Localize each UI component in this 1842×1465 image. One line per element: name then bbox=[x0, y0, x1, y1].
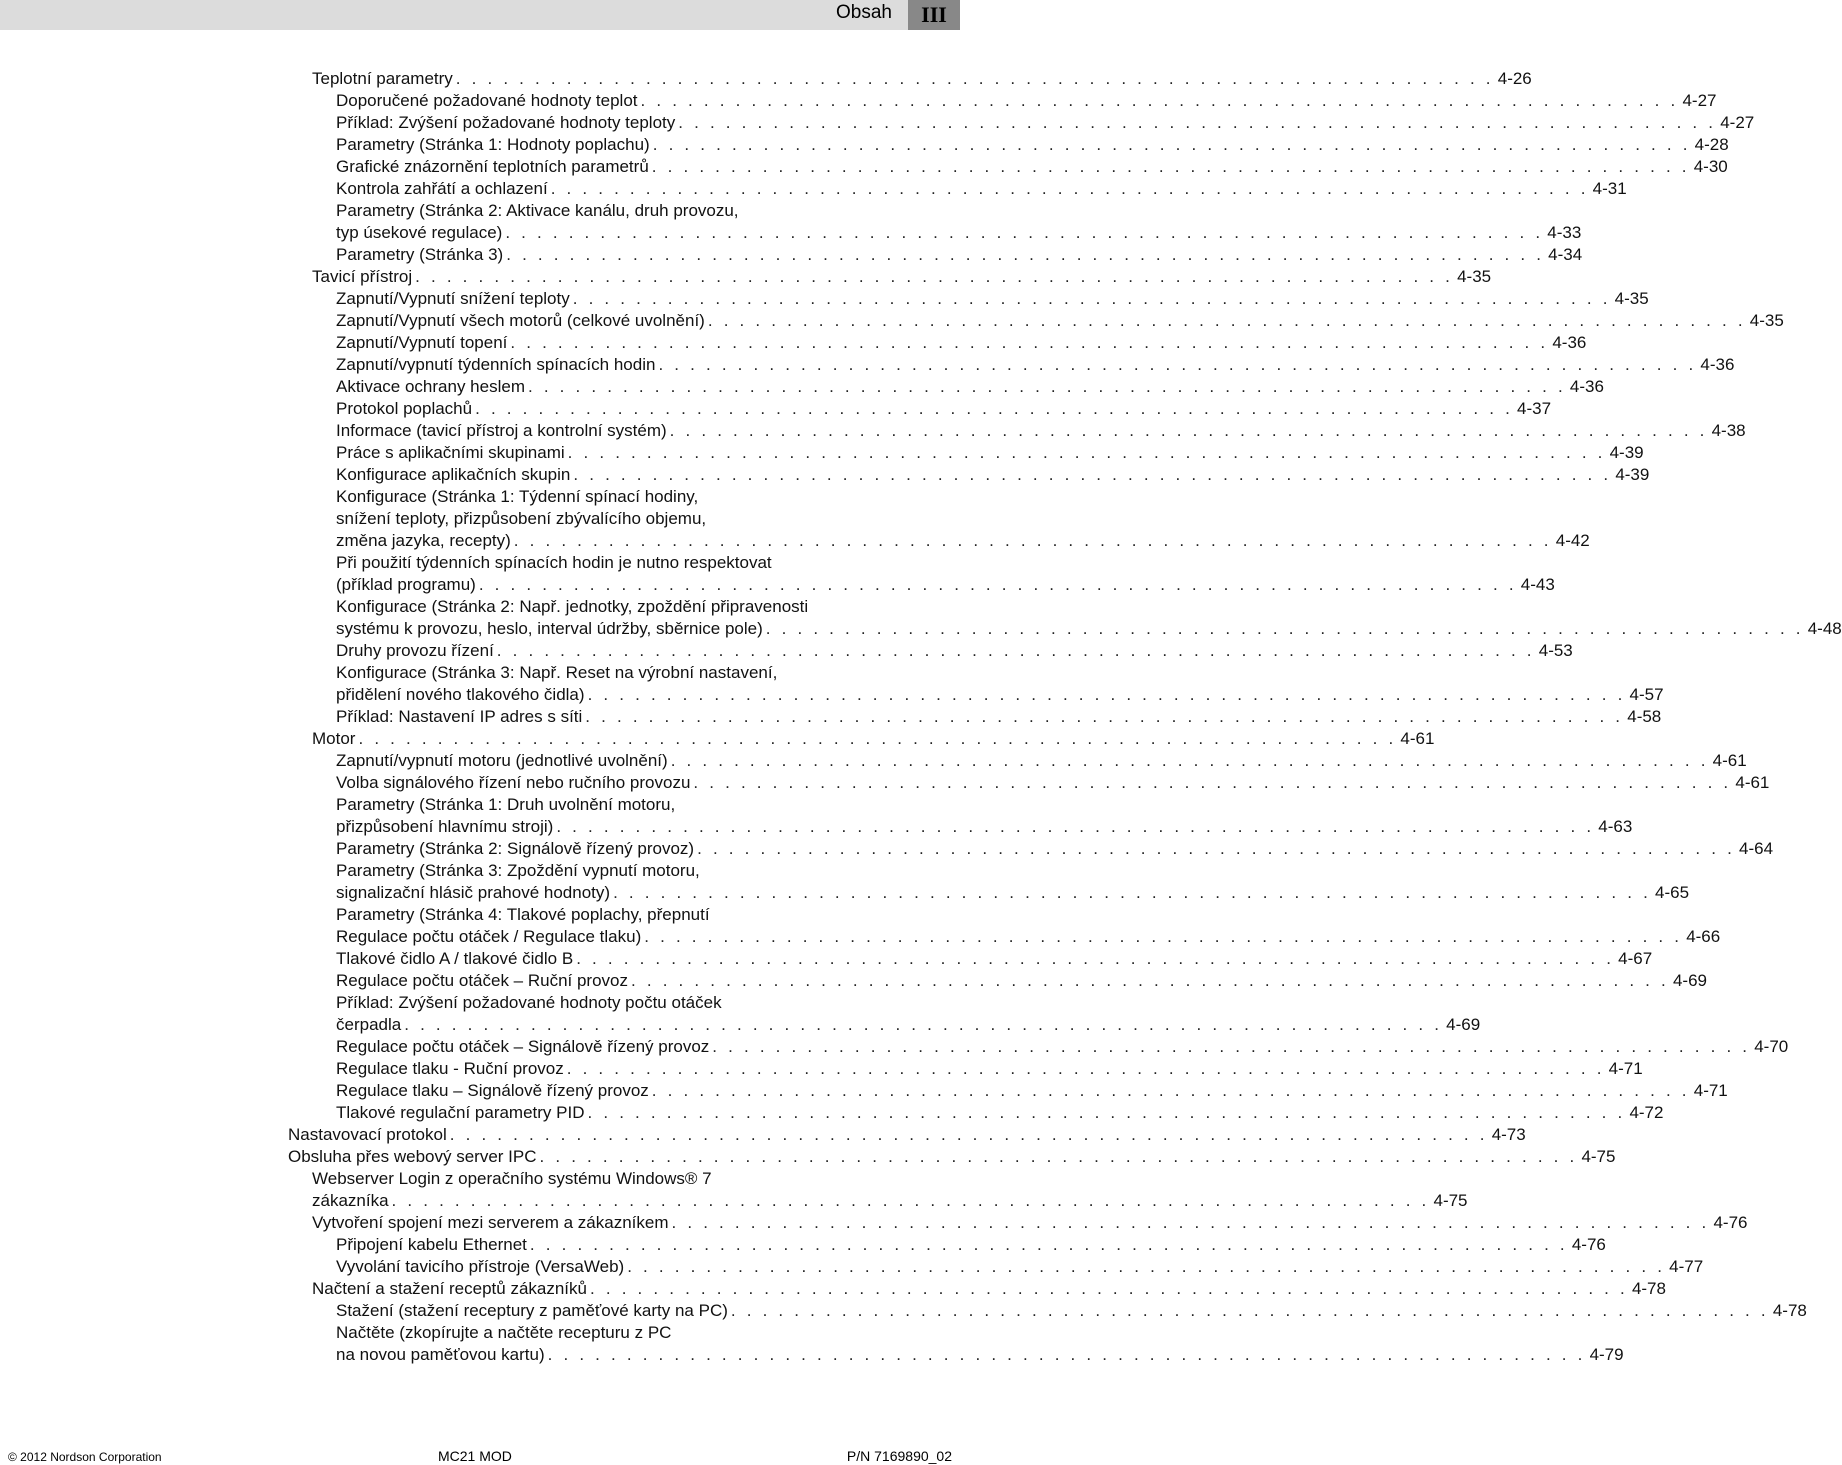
toc-leader-dots: . . . . . . . . . . . . . . . . . . . . . . . . . . . . . . . . . . . . . . . . . . . . . . . . . . . . . . . . . . . . . . . . . . bbox=[505, 223, 1544, 242]
toc-entry[interactable] bbox=[336, 420, 1746, 442]
toc-leader-dots: . . . . . . . . . . . . . . . . . . . . . . . . . . . . . . . . . . . . . . . . . . . . . . . . . . . . . . . . . . . . . . . . . . bbox=[697, 839, 1736, 858]
toc-leader-dots: . . . . . . . . . . . . . . . . . . . . . . . . . . . . . . . . . . . . . . . . . . . . . . . . . . . . . . . . . . . . . . . . . . bbox=[644, 927, 1683, 946]
toc-leader-dots: . . . . . . . . . . . . . . . . . . . . . . . . . . . . . . . . . . . . . . . . . . . . . . . . . . . . . . . . . . . . . . . . . . bbox=[572, 289, 1611, 308]
toc-entry[interactable] bbox=[336, 860, 1690, 904]
toc-page-number: 4-58 bbox=[1627, 707, 1662, 726]
toc-page-number: 4-34 bbox=[1548, 245, 1583, 264]
toc-page-number: 4-35 bbox=[1614, 289, 1649, 308]
toc-entry-title-line: systému k provozu, heslo, interval údržby, sběrnice pole) bbox=[336, 619, 763, 638]
toc-page-number: 4-53 bbox=[1538, 641, 1573, 660]
toc-page-number: 4-30 bbox=[1693, 157, 1728, 176]
toc-entry[interactable] bbox=[336, 156, 1728, 178]
toc-entry-title-line: Parametry (Stránka 2: Aktivace kanálu, druh provozu, bbox=[336, 201, 739, 220]
toc-page-number: 4-36 bbox=[1569, 377, 1604, 396]
toc-entry-title-line: Konfigurace (Stránka 1: Týdenní spínací hodiny, bbox=[336, 487, 699, 506]
toc-page-number: 4-26 bbox=[1497, 69, 1532, 88]
toc-entry[interactable] bbox=[336, 970, 1707, 992]
toc-entry-title-line: Grafické znázornění teplotních parametrů bbox=[336, 157, 649, 176]
toc-leader-dots: . . . . . . . . . . . . . . . . . . . . . . . . . . . . . . . . . . . . . . . . . . . . . . . . . . . . . . . . . . . . . . . . . . bbox=[510, 333, 1549, 352]
toc-entry-title-line: Regulace počtu otáček / Regulace tlaku) bbox=[336, 927, 642, 946]
toc-leader-dots: . . . . . . . . . . . . . . . . . . . . . . . . . . . . . . . . . . . . . . . . . . . . . . . . . . . . . . . . . . . . . . . . . . bbox=[513, 531, 1552, 550]
toc-page-number: 4-37 bbox=[1517, 399, 1552, 418]
toc-page-number: 4-48 bbox=[1807, 619, 1842, 638]
toc-leader-dots: . . . . . . . . . . . . . . . . . . . . . . . . . . . . . . . . . . . . . . . . . . . . . . . . . . . . . . . . . . . . . . . . . . bbox=[547, 1345, 1586, 1364]
toc-entry-title-line: Konfigurace (Stránka 3: Např. Reset na výrobní nastavení, bbox=[336, 663, 778, 682]
toc-entry[interactable] bbox=[336, 1234, 1606, 1256]
toc-entry-title-line: (příklad programu) bbox=[336, 575, 476, 594]
toc-leader-dots: . . . . . . . . . . . . . . . . . . . . . . . . . . . . . . . . . . . . . . . . . . . . . . . . . . . . . . . . . . . . . . . . . . bbox=[539, 1147, 1578, 1166]
toc-entry-title-line: Kontrola zahřátí a ochlazení bbox=[336, 179, 548, 198]
section-number: III bbox=[908, 0, 960, 30]
toc-entry-title-line: přizpůsobení hlavnímu stroji) bbox=[336, 817, 554, 836]
header-title: Obsah bbox=[836, 2, 892, 23]
toc-leader-dots: . . . . . . . . . . . . . . . . . . . . . . . . . . . . . . . . . . . . . . . . . . . . . . . . . . . . . . . . . . . . . . . . . . bbox=[585, 707, 1624, 726]
toc-page-number: 4-42 bbox=[1555, 531, 1590, 550]
toc-entry[interactable] bbox=[312, 68, 1532, 90]
toc-entry[interactable] bbox=[336, 596, 1842, 640]
toc-leader-dots: . . . . . . . . . . . . . . . . . . . . . . . . . . . . . . . . . . . . . . . . . . . . . . . . . . . . . . . . . . . . . . . . . . bbox=[651, 1081, 1690, 1100]
toc-entry-title-line: Tlakové regulační parametry PID bbox=[336, 1103, 585, 1122]
toc-leader-dots: . . . . . . . . . . . . . . . . . . . . . . . . . . . . . . . . . . . . . . . . . . . . . . . . . . . . . . . . . . . . . . . . . . bbox=[587, 1103, 1626, 1122]
toc-entry-title-line: Motor bbox=[312, 729, 356, 748]
toc-entry[interactable] bbox=[336, 288, 1649, 310]
toc-leader-dots: . . . . . . . . . . . . . . . . . . . . . . . . . . . . . . . . . . . . . . . . . . . . . . . . . . . . . . . . . . . . . . . . . . bbox=[550, 179, 1589, 198]
toc-page-number: 4-77 bbox=[1669, 1257, 1704, 1276]
toc-entry[interactable] bbox=[336, 662, 1664, 706]
toc-entry[interactable] bbox=[312, 728, 1435, 750]
toc-entry-title-line: Tlakové čidlo A / tlakové čidlo B bbox=[336, 949, 574, 968]
toc-entry[interactable] bbox=[336, 1058, 1643, 1080]
footer-copyright: © 2012 Nordson Corporation bbox=[8, 1450, 162, 1464]
toc-leader-dots: . . . . . . . . . . . . . . . . . . . . . . . . . . . . . . . . . . . . . . . . . . . . . . . . . . . . . . . . . . . . . . . . . . bbox=[671, 1213, 1710, 1232]
toc-leader-dots: . . . . . . . . . . . . . . . . . . . . . . . . . . . . . . . . . . . . . . . . . . . . . . . . . . . . . . . . . . . . . . . . . . bbox=[587, 685, 1626, 704]
toc-entry[interactable] bbox=[336, 486, 1590, 552]
toc-entry-title-line: Regulace tlaku – Signálově řízený provoz bbox=[336, 1081, 649, 1100]
footer-part-number: P/N 7169890_02 bbox=[846, 1448, 952, 1464]
toc-entry[interactable] bbox=[336, 244, 1583, 266]
toc-entry-title-line: Zapnutí/Vypnutí topení bbox=[336, 333, 508, 352]
toc-leader-dots: . . . . . . . . . . . . . . . . . . . . . . . . . . . . . . . . . . . . . . . . . . . . . . . . . . . . . . . . . . . . . . . . . . bbox=[391, 1191, 1430, 1210]
toc-entry-title-line: Připojení kabelu Ethernet bbox=[336, 1235, 527, 1254]
toc-entry-title-line: Vyvolání tavicího přístroje (VersaWeb) bbox=[336, 1257, 625, 1276]
toc-leader-dots: . . . . . . . . . . . . . . . . . . . . . . . . . . . . . . . . . . . . . . . . . . . . . . . . . . . . . . . . . . . . . . . . . . bbox=[631, 971, 1669, 990]
toc-entry-title-line: Parametry (Stránka 3: Zpoždění vypnutí motoru, bbox=[336, 861, 700, 880]
toc-entry-title-line: snížení teploty, přizpůsobení zbývalícího objemu, bbox=[336, 509, 707, 528]
toc-entry-title-line: Příklad: Zvýšení požadované hodnoty teploty bbox=[336, 113, 676, 132]
toc-entry[interactable] bbox=[336, 1322, 1624, 1366]
toc-page-number: 4-78 bbox=[1772, 1301, 1807, 1320]
toc-entry[interactable] bbox=[312, 1168, 1468, 1212]
toc-entry-title-line: Webserver Login z operačního systému Windows® 7 bbox=[312, 1169, 712, 1188]
toc-entry-title-line: Parametry (Stránka 2: Signálově řízený provoz) bbox=[336, 839, 695, 858]
toc-entry[interactable] bbox=[288, 1124, 1526, 1146]
toc-leader-dots: . . . . . . . . . . . . . . . . . . . . . . . . . . . . . . . . . . . . . . . . . . . . . . . . . . . . . . . . . . . . . . . . . . bbox=[678, 113, 1717, 132]
toc-entry[interactable] bbox=[336, 1036, 1789, 1058]
toc-entry-title-line: Zapnutí/vypnutí týdenních spínacích hodin bbox=[336, 355, 656, 374]
toc-entry[interactable] bbox=[336, 1300, 1807, 1322]
toc-entry-title-line: na novou paměťovou kartu) bbox=[336, 1345, 545, 1364]
toc-leader-dots: . . . . . . . . . . . . . . . . . . . . . . . . . . . . . . . . . . . . . . . . . . . . . . . . . . . . . . . . . . . . . . . . . . bbox=[765, 619, 1804, 638]
toc-entry[interactable] bbox=[312, 266, 1492, 288]
toc-leader-dots: . . . . . . . . . . . . . . . . . . . . . . . . . . . . . . . . . . . . . . . . . . . . . . . . . . . . . . . . . . . . . . . . . . bbox=[712, 1037, 1751, 1056]
toc-entry[interactable] bbox=[336, 1102, 1664, 1124]
toc-entry-title-line: Regulace počtu otáček – Signálově řízený provoz bbox=[336, 1037, 710, 1056]
toc-entry-title-line: Tavicí přístroj bbox=[312, 267, 413, 286]
header-bar bbox=[0, 0, 960, 30]
toc-entry[interactable] bbox=[336, 948, 1653, 970]
toc-entry-title-line: Parametry (Stránka 1: Hodnoty poplachu) bbox=[336, 135, 650, 154]
toc-page-number: 4-69 bbox=[1672, 971, 1707, 990]
toc-leader-dots: . . . . . . . . . . . . . . . . . . . . . . . . . . . . . . . . . . . . . . . . . . . . . . . . . . . . . . . . . . . . . . . . . . bbox=[651, 157, 1690, 176]
toc-leader-dots: . . . . . . . . . . . . . . . . . . . . . . . . . . . . . . . . . . . . . . . . . . . . . . . . . . . . . . . . . . . . . . . . . . bbox=[652, 135, 1691, 154]
toc-entry[interactable] bbox=[336, 794, 1633, 838]
toc-leader-dots: . . . . . . . . . . . . . . . . . . . . . . . . . . . . . . . . . . . . . . . . . . . . . . . . . . . . . . . . . . . . . . . . . . bbox=[478, 575, 1517, 594]
toc-leader-dots: . . . . . . . . . . . . . . . . . . . . . . . . . . . . . . . . . . . . . . . . . . . . . . . . . . . . . . . . . . . . . . . . . . bbox=[590, 1279, 1628, 1298]
toc-entry-title-line: Protokol poplachů bbox=[336, 399, 473, 418]
toc-page-number: 4-70 bbox=[1754, 1037, 1789, 1056]
toc-entry[interactable] bbox=[336, 992, 1481, 1036]
toc-entry[interactable] bbox=[336, 200, 1582, 244]
toc-entry-title-line: čerpadla bbox=[336, 1015, 402, 1034]
toc-page-number: 4-75 bbox=[1433, 1191, 1468, 1210]
toc-entry[interactable] bbox=[336, 706, 1662, 728]
toc-entry-title-line: Příklad: Nastavení IP adres s síti bbox=[336, 707, 583, 726]
toc-entry[interactable] bbox=[336, 178, 1627, 200]
toc-entry-title-line: Práce s aplikačními skupinami bbox=[336, 443, 565, 462]
toc-entry[interactable] bbox=[336, 640, 1573, 662]
toc-page-number: 4-36 bbox=[1700, 355, 1735, 374]
toc-entry-title-line: Aktivace ochrany heslem bbox=[336, 377, 525, 396]
toc-entry[interactable] bbox=[336, 376, 1604, 398]
toc-entry-title-line: přidělení nového tlakového čidla) bbox=[336, 685, 585, 704]
toc-page-number: 4-69 bbox=[1446, 1015, 1481, 1034]
toc-page-number: 4-67 bbox=[1618, 949, 1653, 968]
toc-entry-title-line: Zapnutí/Vypnutí snížení teploty bbox=[336, 289, 570, 308]
toc-leader-dots: . . . . . . . . . . . . . . . . . . . . . . . . . . . . . . . . . . . . . . . . . . . . . . . . . . . . . . . . . . . . . . . . . . bbox=[455, 69, 1494, 88]
toc-entry-title-line: Načtení a stažení receptů zákazníků bbox=[312, 1279, 587, 1298]
toc-page-number: 4-66 bbox=[1686, 927, 1721, 946]
toc-entry[interactable] bbox=[336, 134, 1729, 156]
toc-entry-title-line: Parametry (Stránka 4: Tlakové poplachy, přepnutí bbox=[336, 905, 710, 924]
toc-entry-title-line: signalizační hlásič prahové hodnoty) bbox=[336, 883, 611, 902]
toc-leader-dots: . . . . . . . . . . . . . . . . . . . . . . . . . . . . . . . . . . . . . . . . . . . . . . . . . . . . . . . . . . . . . . . . . . bbox=[527, 377, 1566, 396]
toc-leader-dots: . . . . . . . . . . . . . . . . . . . . . . . . . . . . . . . . . . . . . . . . . . . . . . . . . . . . . . . . . . . . . . . . . . bbox=[415, 267, 1454, 286]
toc-page-number: 4-71 bbox=[1608, 1059, 1643, 1078]
toc-page-number: 4-39 bbox=[1609, 443, 1644, 462]
toc-page-number: 4-76 bbox=[1713, 1213, 1748, 1232]
toc-entry-title-line: Regulace počtu otáček – Ruční provoz bbox=[336, 971, 629, 990]
page-footer bbox=[0, 1440, 960, 1465]
toc-page-number: 4-64 bbox=[1739, 839, 1774, 858]
toc-leader-dots: . . . . . . . . . . . . . . . . . . . . . . . . . . . . . . . . . . . . . . . . . . . . . . . . . . . . . . . . . . . . . . . . . . bbox=[670, 751, 1709, 770]
toc-entry-title-line: Parametry (Stránka 1: Druh uvolnění motoru, bbox=[336, 795, 676, 814]
toc-page-number: 4-57 bbox=[1629, 685, 1664, 704]
toc-entry-title-line: Obsluha přes webový server IPC bbox=[288, 1147, 537, 1166]
toc-entry-title-line: Zapnutí/Vypnutí všech motorů (celkové uvolnění) bbox=[336, 311, 705, 330]
toc-page-number: 4-61 bbox=[1712, 751, 1747, 770]
toc-leader-dots: . . . . . . . . . . . . . . . . . . . . . . . . . . . . . . . . . . . . . . . . . . . . . . . . . . . . . . . . . . . . . . . . . . bbox=[693, 773, 1732, 792]
toc-leader-dots: . . . . . . . . . . . . . . . . . . . . . . . . . . . . . . . . . . . . . . . . . . . . . . . . . . . . . . . . . . . . . . . . . . bbox=[627, 1257, 1666, 1276]
toc-entry-title-line: zákazníka bbox=[312, 1191, 389, 1210]
toc-entry-title-line: Při použití týdenních spínacích hodin je nutno respektovat bbox=[336, 553, 772, 572]
toc-entry-title-line: Druhy provozu řízení bbox=[336, 641, 494, 660]
toc-leader-dots: . . . . . . . . . . . . . . . . . . . . . . . . . . . . . . . . . . . . . . . . . . . . . . . . . . . . . . . . . . . . . . . . . . bbox=[730, 1301, 1769, 1320]
toc-entry-title-line: Konfigurace aplikačních skupin bbox=[336, 465, 571, 484]
toc-entry-title-line: Stažení (stažení receptury z paměťové karty na PC) bbox=[336, 1301, 728, 1320]
toc-page-number: 4-38 bbox=[1711, 421, 1746, 440]
toc-entry[interactable] bbox=[336, 904, 1721, 948]
toc-leader-dots: . . . . . . . . . . . . . . . . . . . . . . . . . . . . . . . . . . . . . . . . . . . . . . . . . . . . . . . . . . . . . . . . . . bbox=[404, 1015, 1443, 1034]
toc-entry-title-line: změna jazyka, recepty) bbox=[336, 531, 511, 550]
toc-leader-dots: . . . . . . . . . . . . . . . . . . . . . . . . . . . . . . . . . . . . . . . . . . . . . . . . . . . . . . . . . . . . . . . . . . bbox=[669, 421, 1708, 440]
toc-entry-title-line: Regulace tlaku - Ruční provoz bbox=[336, 1059, 564, 1078]
toc-entry[interactable] bbox=[336, 332, 1587, 354]
toc-leader-dots: . . . . . . . . . . . . . . . . . . . . . . . . . . . . . . . . . . . . . . . . . . . . . . . . . . . . . . . . . . . . . . . . . . bbox=[475, 399, 1514, 418]
toc-leader-dots: . . . . . . . . . . . . . . . . . . . . . . . . . . . . . . . . . . . . . . . . . . . . . . . . . . . . . . . . . . . . . . . . . . bbox=[613, 883, 1651, 902]
toc-leader-dots: . . . . . . . . . . . . . . . . . . . . . . . . . . . . . . . . . . . . . . . . . . . . . . . . . . . . . . . . . . . . . . . . . . bbox=[529, 1235, 1568, 1254]
toc-entry-title-line: typ úsekové regulace) bbox=[336, 223, 503, 242]
toc-page-number: 4-31 bbox=[1592, 179, 1627, 198]
toc-page-number: 4-71 bbox=[1693, 1081, 1728, 1100]
toc-entry[interactable] bbox=[336, 750, 1747, 772]
toc-leader-dots: . . . . . . . . . . . . . . . . . . . . . . . . . . . . . . . . . . . . . . . . . . . . . . . . . . . . . . . . . . . . . . . . . . bbox=[576, 949, 1615, 968]
toc-leader-dots: . . . . . . . . . . . . . . . . . . . . . . . . . . . . . . . . . . . . . . . . . . . . . . . . . . . . . . . . . . . . . . . . . . bbox=[567, 443, 1606, 462]
toc-page-number: 4-75 bbox=[1581, 1147, 1616, 1166]
toc-entry[interactable] bbox=[336, 442, 1644, 464]
toc-entry[interactable] bbox=[312, 1212, 1748, 1234]
toc-entry[interactable] bbox=[336, 112, 1755, 134]
toc-page-number: 4-73 bbox=[1491, 1125, 1526, 1144]
toc-page-number: 4-79 bbox=[1589, 1345, 1624, 1364]
toc-entry[interactable] bbox=[288, 1146, 1616, 1168]
toc-page-number: 4-36 bbox=[1552, 333, 1587, 352]
toc-page-number: 4-35 bbox=[1749, 311, 1784, 330]
toc-entry-title-line: Doporučené požadované hodnoty teplot bbox=[336, 91, 638, 110]
toc-entry[interactable] bbox=[336, 464, 1650, 486]
toc-page-number: 4-27 bbox=[1720, 113, 1755, 132]
toc-page-number: 4-35 bbox=[1457, 267, 1492, 286]
toc-entry-title-line: Příklad: Zvýšení požadované hodnoty počtu otáček bbox=[336, 993, 722, 1012]
toc-entry-title-line: Nastavovací protokol bbox=[288, 1125, 447, 1144]
toc-leader-dots: . . . . . . . . . . . . . . . . . . . . . . . . . . . . . . . . . . . . . . . . . . . . . . . . . . . . . . . . . . . . . . . . . . bbox=[358, 729, 1397, 748]
toc-page-number: 4-61 bbox=[1400, 729, 1435, 748]
toc-entry-title-line: Konfigurace (Stránka 2: Např. jednotky, zpoždění připravenosti bbox=[336, 597, 809, 616]
toc-entry-title-line: Vytvoření spojení mezi serverem a zákazníkem bbox=[312, 1213, 669, 1232]
toc-leader-dots: . . . . . . . . . . . . . . . . . . . . . . . . . . . . . . . . . . . . . . . . . . . . . . . . . . . . . . . . . . . . . . . . . . bbox=[707, 311, 1746, 330]
toc-leader-dots: . . . . . . . . . . . . . . . . . . . . . . . . . . . . . . . . . . . . . . . . . . . . . . . . . . . . . . . . . . . . . . . . . . bbox=[566, 1059, 1605, 1078]
toc-page-number: 4-76 bbox=[1571, 1235, 1606, 1254]
toc-entry[interactable] bbox=[336, 398, 1552, 420]
toc-page-number: 4-72 bbox=[1629, 1103, 1664, 1122]
table-of-contents bbox=[0, 68, 1842, 1366]
toc-page-number: 4-43 bbox=[1520, 575, 1555, 594]
toc-page-number: 4-33 bbox=[1547, 223, 1582, 242]
toc-leader-dots: . . . . . . . . . . . . . . . . . . . . . . . . . . . . . . . . . . . . . . . . . . . . . . . . . . . . . . . . . . . . . . . . . . bbox=[506, 245, 1545, 264]
toc-leader-dots: . . . . . . . . . . . . . . . . . . . . . . . . . . . . . . . . . . . . . . . . . . . . . . . . . . . . . . . . . . . . . . . . . . bbox=[449, 1125, 1488, 1144]
toc-entry-title-line: Načtěte (zkopírujte a načtěte recepturu z PC bbox=[336, 1323, 672, 1342]
toc-leader-dots: . . . . . . . . . . . . . . . . . . . . . . . . . . . . . . . . . . . . . . . . . . . . . . . . . . . . . . . . . . . . . . . . . . bbox=[658, 355, 1697, 374]
footer-document-name: MC21 MOD bbox=[438, 1448, 512, 1464]
toc-entry[interactable] bbox=[336, 310, 1784, 332]
toc-leader-dots: . . . . . . . . . . . . . . . . . . . . . . . . . . . . . . . . . . . . . . . . . . . . . . . . . . . . . . . . . . . . . . . . . . bbox=[556, 817, 1595, 836]
toc-leader-dots: . . . . . . . . . . . . . . . . . . . . . . . . . . . . . . . . . . . . . . . . . . . . . . . . . . . . . . . . . . . . . . . . . . bbox=[496, 641, 1535, 660]
toc-entry[interactable] bbox=[336, 838, 1774, 860]
toc-entry[interactable] bbox=[336, 354, 1735, 376]
toc-entry-title-line: Teplotní parametry bbox=[312, 69, 453, 88]
toc-entry-title-line: Parametry (Stránka 3) bbox=[336, 245, 504, 264]
toc-page-number: 4-39 bbox=[1615, 465, 1650, 484]
toc-page-number: 4-28 bbox=[1694, 135, 1729, 154]
toc-page-number: 4-65 bbox=[1655, 883, 1690, 902]
toc-entry[interactable] bbox=[336, 90, 1717, 112]
toc-entry[interactable] bbox=[336, 1256, 1704, 1278]
toc-page-number: 4-78 bbox=[1631, 1279, 1666, 1298]
toc-leader-dots: . . . . . . . . . . . . . . . . . . . . . . . . . . . . . . . . . . . . . . . . . . . . . . . . . . . . . . . . . . . . . . . . . . bbox=[573, 465, 1612, 484]
toc-entry[interactable] bbox=[312, 1278, 1666, 1300]
toc-entry[interactable] bbox=[336, 772, 1770, 794]
toc-page-number: 4-27 bbox=[1682, 91, 1717, 110]
toc-leader-dots: . . . . . . . . . . . . . . . . . . . . . . . . . . . . . . . . . . . . . . . . . . . . . . . . . . . . . . . . . . . . . . . . . . bbox=[640, 91, 1679, 110]
toc-entry-title-line: Informace (tavicí přístroj a kontrolní systém) bbox=[336, 421, 667, 440]
toc-entry-title-line: Volba signálového řízení nebo ručního provozu bbox=[336, 773, 691, 792]
toc-entry[interactable] bbox=[336, 1080, 1728, 1102]
toc-page-number: 4-61 bbox=[1735, 773, 1770, 792]
toc-page-number: 4-63 bbox=[1598, 817, 1633, 836]
toc-entry-title-line: Zapnutí/vypnutí motoru (jednotlivé uvolnění) bbox=[336, 751, 668, 770]
toc-entry[interactable] bbox=[336, 552, 1555, 596]
